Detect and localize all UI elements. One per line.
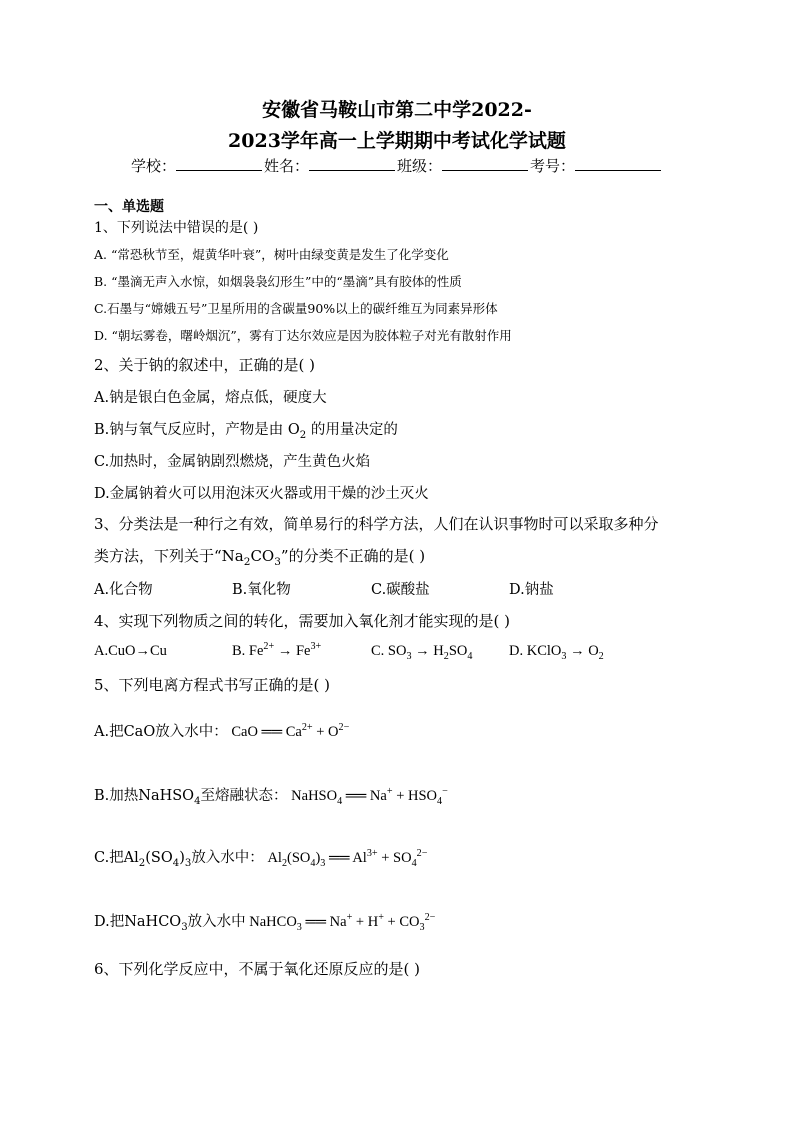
question-5-stem: 5、下列电离方程式书写正确的是( ) (94, 676, 331, 694)
question-1-option-a: A. “常恐秋节至，焜黄华叶衰”，树叶由绿变黄是发生了化学变化 (94, 247, 449, 262)
question-4-option-a: A.CuO→Cu (94, 643, 167, 659)
question-1-option-b: B. “墨滴无声入水惊，如烟袅袅幻形生”中的“墨滴”具有胶体的性质 (94, 274, 462, 289)
question-3-option-b: B.氧化物 (232, 582, 291, 598)
question-4-stem: 4、实现下列物质之间的转化，需要加入氧化剂才能实现的是( ) (94, 612, 511, 630)
question-5-option-a: A.把CaO放入水中： CaO ══ $Ca^{2+} + O^{2-}$ (94, 722, 350, 740)
school-field[interactable] (176, 155, 262, 171)
question-5-option-b: B.加热NaHSO$_4$至熔融状态： NaHSO$_4$ ══ $Na^+ + HSO_4^-$ (94, 786, 448, 807)
question-2-option-b: B.钠与氧气反应时，产物是由 $O_2$ 的用量决定的 (94, 422, 398, 441)
question-2-stem: 2、关于钠的叙述中，正确的是( ) (94, 356, 316, 374)
section-heading: 一、单选题 (94, 199, 164, 215)
question-5-option-c: C.把$Al_2(SO_4)_3$放入水中： $Al_2(SO_4)_3$ ══ $Al^{3+} + SO_4^{2-}$ (94, 848, 428, 869)
question-3-stem-line2: 类方法，下列关于“$Na_2CO_3$”的分类不正确的是( ) (94, 547, 426, 568)
name-label: 姓名： (263, 157, 309, 175)
question-1-option-c: C.石墨与“嫦娥五号”卫星所用的含碳量90%以上的碳纤维互为同素异形体 (94, 301, 498, 316)
question-1-stem: 1、下列说法中错误的是( ) (94, 220, 259, 236)
question-2-option-d: D.金属钠着火可以用泡沫灭火器或用干燥的沙土灭火 (94, 486, 429, 502)
question-2-option-a: A.钠是银白色金属，熔点低，硬度大 (94, 390, 327, 406)
question-2-option-c: C.加热时，金属钠剧烈燃烧，产生黄色火焰 (94, 454, 371, 470)
question-4-option-b: B. $Fe^{2+} \to Fe^{3+}$ (232, 641, 322, 659)
question-3-stem-line1: 3、分类法是一种行之有效，简单易行的科学方法，人们在认识事物时可以采取多种分 (94, 515, 659, 533)
question-4-option-d: D. KClO$_3$ → $O_2$ (509, 643, 604, 662)
question-5-option-d: D.把NaHCO$_3$放入水中 NaHCO$_3$ ══ $Na^+ + H^+ + CO_3^{2-}$ (94, 912, 436, 933)
question-1-option-d: D. “朝坛雾卷，曙岭烟沉”，雾有丁达尔效应是因为胶体粒子对光有散射作用 (94, 328, 512, 343)
question-3-option-a: A.化合物 (94, 582, 153, 598)
question-4-option-c: C. $SO_3 \to H_2SO_4$ (371, 643, 473, 662)
exam-title-line2: 2023学年高一上学期期中考试化学试题 (228, 130, 566, 152)
student-info-row (0, 155, 794, 176)
exam-title-line1: 安徽省马鞍山市第二中学2022- (262, 99, 532, 121)
exam-number-field[interactable] (575, 155, 661, 171)
question-6-stem: 6、下列化学反应中，不属于氧化还原反应的是( ) (94, 960, 421, 978)
school-label: 学校： (130, 157, 176, 175)
class-field[interactable] (442, 155, 528, 171)
name-field[interactable] (309, 155, 395, 171)
class-label: 班级： (397, 157, 443, 175)
question-3-option-d: D.钠盐 (509, 582, 554, 598)
exam-number-label: 考号： (530, 157, 576, 175)
question-3-option-c: C.碳酸盐 (371, 582, 430, 598)
